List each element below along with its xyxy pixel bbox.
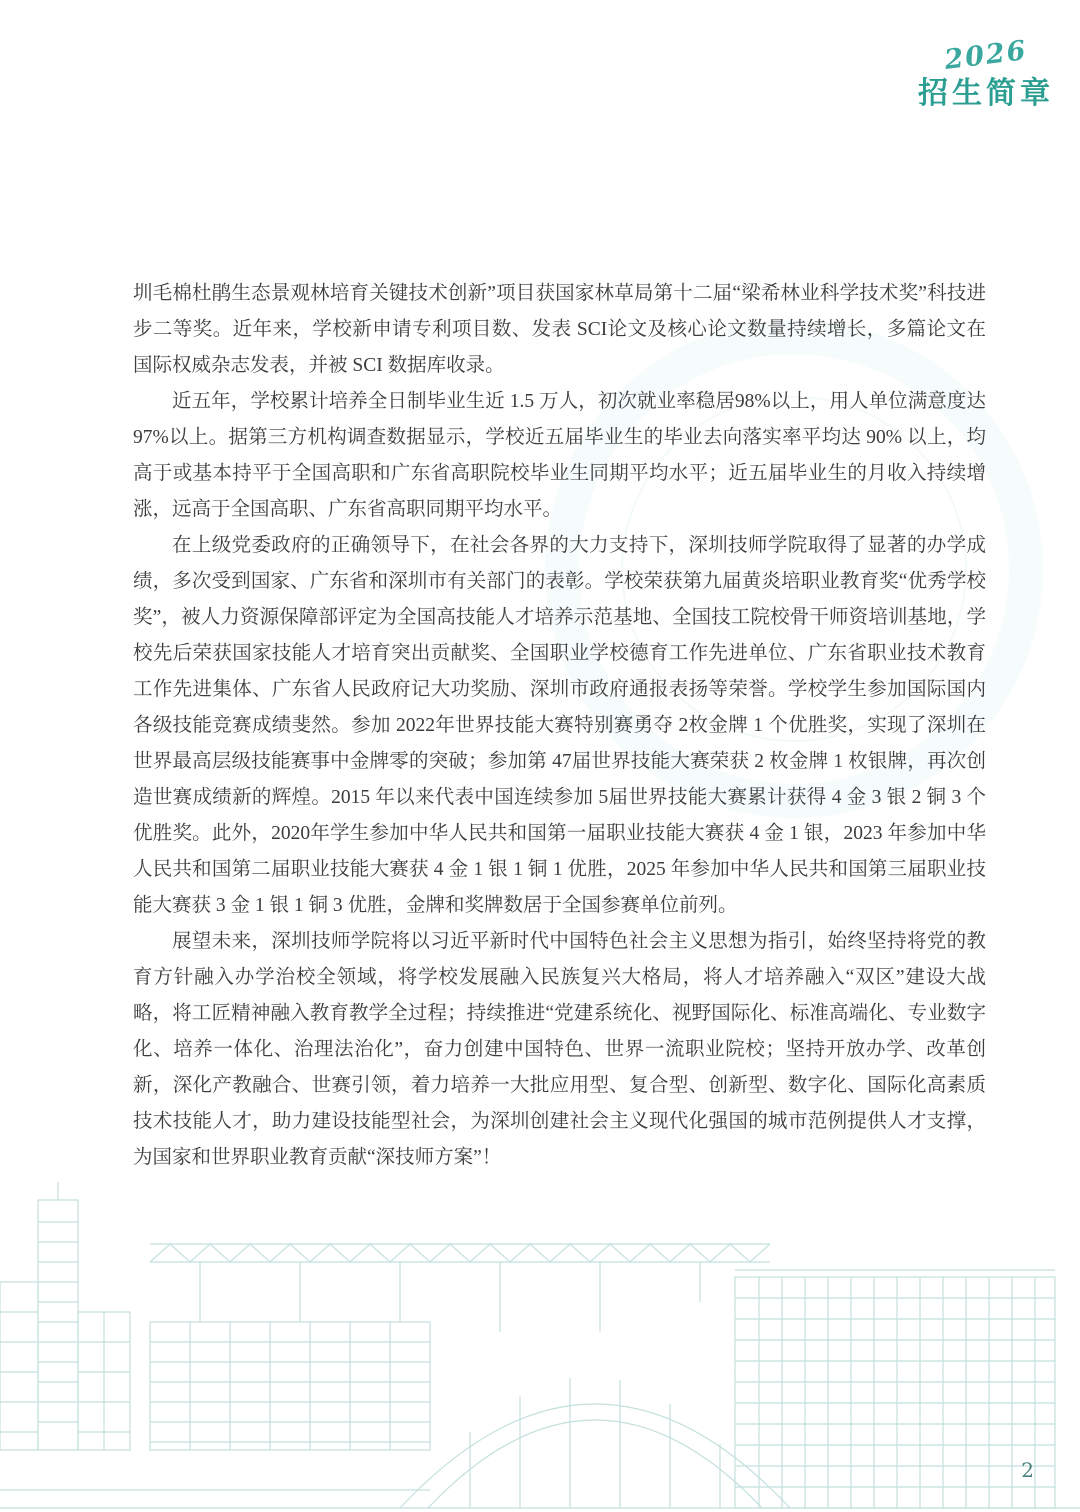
body-paragraph: 近五年，学校累计培养全日制毕业生近 1.5 万人，初次就业率稳居98%以上，用人单位满意度达 97%以上。据第三方机构调查数据显示，学校近五届毕业生的毕业去向落实率平均达 90% 以上，均高于或基本持平于全国高职和广东省高职院校毕业生同期平均水平；近五届毕业生的月收入持续增涨，远高于全国高职、广东省高职同期平均水平。: [133, 391, 986, 520]
logo-year-text: 2026: [942, 35, 1030, 76]
body-paragraph: 展望未来，深圳技师学院将以习近平新时代中国特色社会主义思想为指引，始终坚持将党的教育方针融入办学治校全领域，将学校发展融入民族复兴大格局，将人才培养融入“双区”建设大战略，将工匠精神融入教育教学全过程；持续推进“党建系统化、视野国际化、标准高端化、专业数字化、培养一体化、治理法治化”，奋力创建中国特色、世界一流职业院校；坚持开放办学、改革创新，深化产教融合、世赛引领，着力培养一大批应用型、复合型、创新型、数字化、国际化高素质技术技能人才，助力建设技能型社会，为深圳创建社会主义现代化强国的城市范例提供人才支撑，为国家和世界职业教育贡献“深技师方案”！: [133, 931, 986, 1168]
body-paragraph: 圳毛棉杜鹃生态景观林培育关键技术创新”项目获国家林草局第十二届“梁希林业科学技术奖”科技进步二等奖。近年来，学校新申请专利项目数、发表 SCI论文及核心论文数量持续增长，多篇论文在国际权威杂志发表，并被 SCI 数据库收录。: [133, 283, 986, 376]
page-number: 2: [1021, 1458, 1034, 1482]
logo-title-text: 招生简章: [918, 77, 1054, 110]
campus-building-line-art: [0, 1182, 1080, 1512]
body-text: [133, 276, 986, 1176]
brochure-logo: [916, 35, 1056, 112]
body-paragraph: 在上级党委政府的正确领导下，在社会各界的大力支持下，深圳技师学院取得了显著的办学成绩，多次受到国家、广东省和深圳市有关部门的表彰。学校荣获第九届黄炎培职业教育奖“优秀学校奖”，被人力资源保障部评定为全国高技能人才培养示范基地、全国技工院校骨干师资培训基地，学校先后荣获国家技能人才培育突出贡献奖、全国职业学校德育工作先进单位、广东省职业技术教育工作先进集体、广东省人民政府记大功奖励、深圳市政府通报表扬等荣誉。学校学生参加国际国内各级技能竞赛成绩斐然。参加 2022年世界技能大赛特别赛勇夺 2枚金牌 1 个优胜奖，实现了深圳在世界最高层级技能赛事中金牌零的突破；参加第 47届世界技能大赛荣获 2 枚金牌 1 枚银牌，再次创造世赛成绩新的辉煌。2015 年以来代表中国连续参加 5届世界技能大赛累计获得 4 金 3 银 2 铜 3 个优胜奖。此外，2020年学生参加中华人民共和国第一届职业技能大赛获 4 金 1 银，2023 年参加中华人民共和国第二届职业技能大赛获 4 金 1 银 1 铜 1 优胜，2025 年参加中华人民共和国第三届职业技能大赛获 3 金 1 银 1 铜 3 优胜，金牌和奖牌数居于全国参赛单位前列。: [133, 535, 986, 916]
